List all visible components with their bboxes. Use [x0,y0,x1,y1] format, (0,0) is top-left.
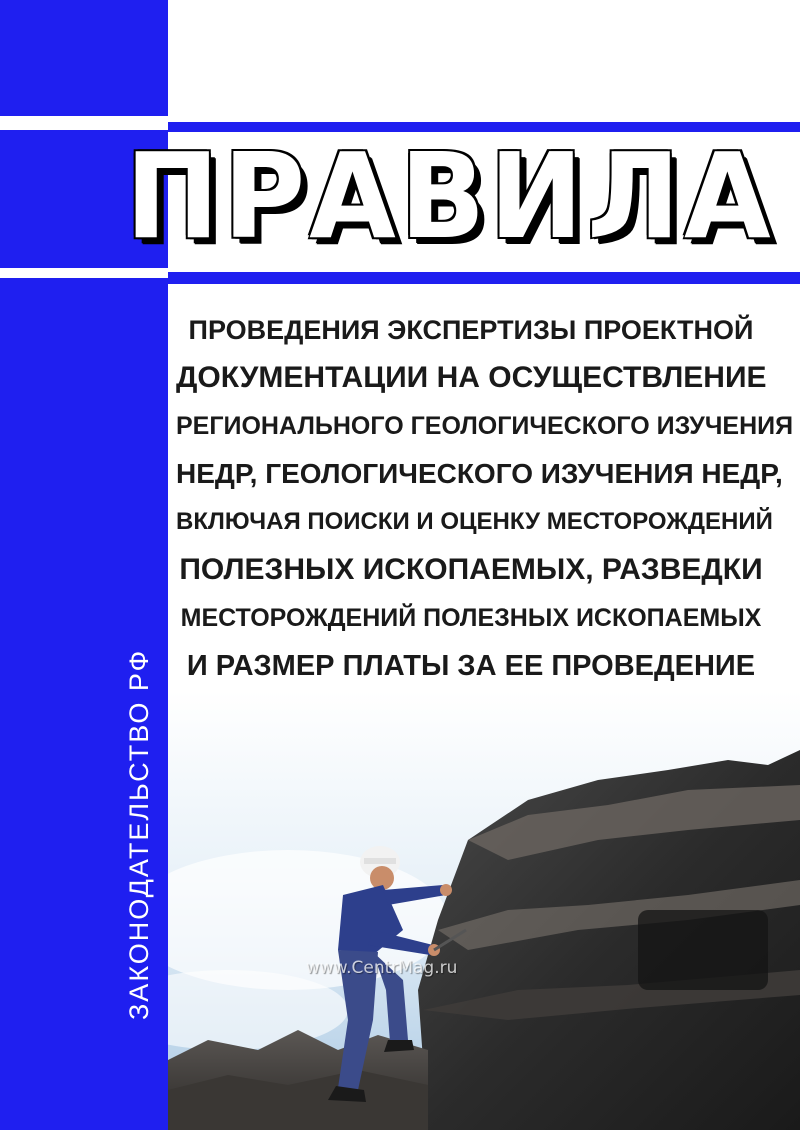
watermark: www.CentrMag.ru [306,958,458,978]
subtitle-line: ВКЛЮЧАЯ ПОИСКИ И ОЦЕНКУ МЕСТОРОЖДЕНИЙ [176,508,773,535]
subtitle-line: НЕДР, ГЕОЛОГИЧЕСКОГО ИЗУЧЕНИЯ НЕДР, [176,458,783,489]
subtitle-line: ПРОВЕДЕНИЯ ЭКСПЕРТИЗЫ ПРОЕКТНОЙ [188,315,754,345]
bottom-blue-stripe [168,272,800,284]
subtitle-line: И РАЗМЕР ПЛАТЫ ЗА ЕЕ ПРОВЕДЕНИЕ [186,650,756,682]
cover-photo-geologist-on-rocks [168,690,800,1130]
subtitle-line: РЕГИОНАЛЬНОГО ГЕОЛОГИЧЕСКОГО ИЗУЧЕНИЯ [176,412,794,440]
series-label: ЗАКОНОДАТЕЛЬСТВО РФ [124,648,154,1020]
cover-subtitle [176,306,794,690]
subtitle-line: ДОКУМЕНТАЦИИ НА ОСУЩЕСТВЛЕНИЕ [176,361,767,394]
subtitle-line: МЕСТОРОЖДЕНИЙ ПОЛЕЗНЫХ ИСКОПАЕМЫХ [180,604,762,632]
subtitle-line: ПОЛЕЗНЫХ ИСКОПАЕМЫХ, РАЗВЕДКИ [179,553,763,586]
cover-title: ПРАВИЛА [125,128,775,266]
